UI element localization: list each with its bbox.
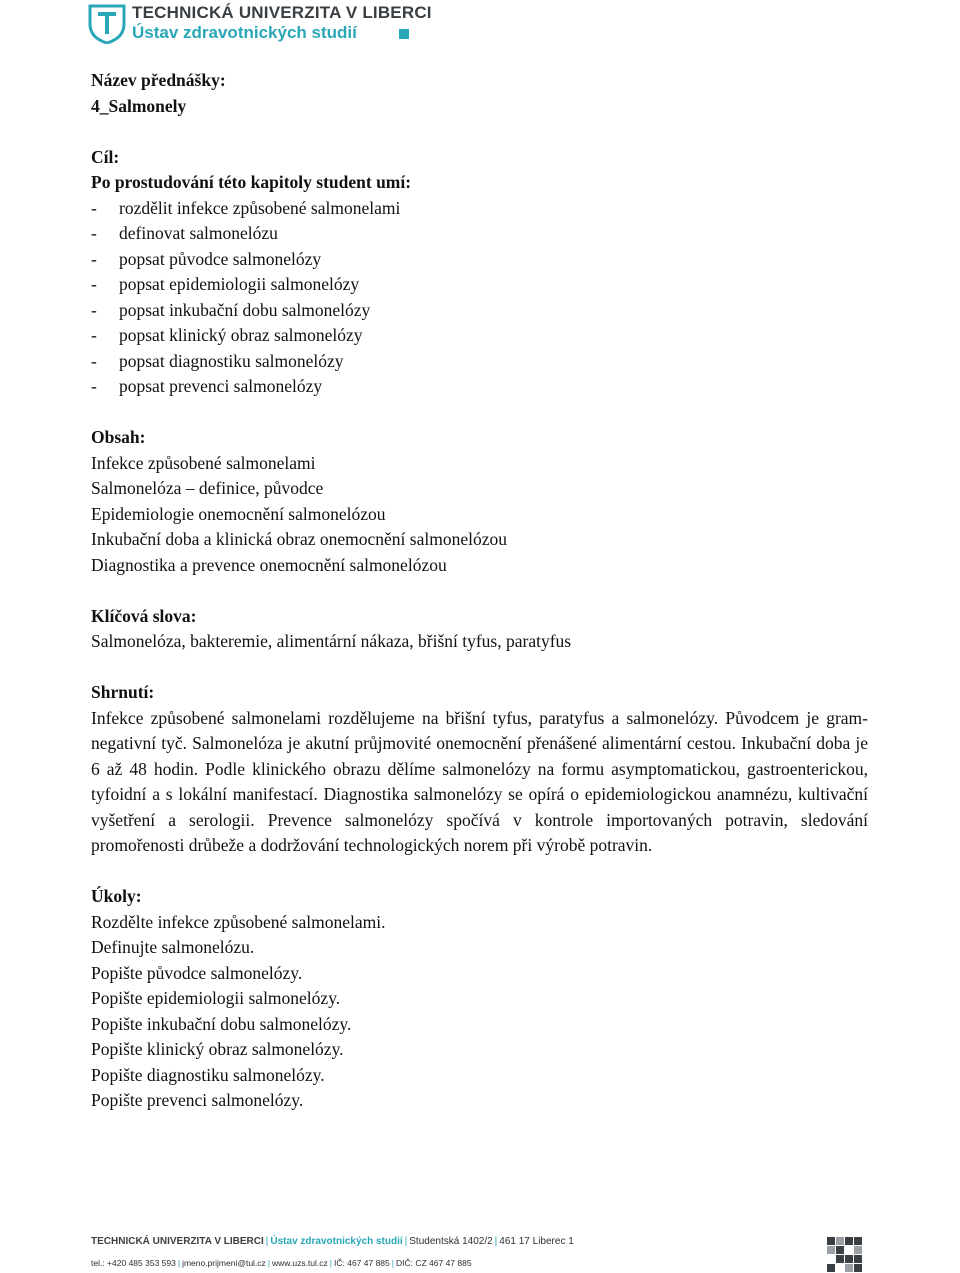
contents-item: Salmonelóza – definice, původce — [91, 478, 324, 498]
page-header — [88, 2, 432, 44]
summary-section — [91, 680, 868, 859]
footer-grid-logo-icon — [827, 1237, 863, 1273]
header-institute-name: Ústav zdravotnických studií — [132, 23, 357, 42]
summary-label: Shrnutí: — [91, 682, 155, 702]
task-item: Popište prevenci salmonelózy. — [91, 1090, 304, 1110]
header-university-name: TECHNICKÁ UNIVERZITA V LIBERCI — [132, 3, 432, 22]
footer-institute: Ústav zdravotnických studií — [270, 1236, 403, 1247]
footer-phone: tel.: +420 485 353 593 — [91, 1258, 176, 1268]
contents-section — [91, 425, 868, 578]
footer-street: Studentská 1402/2 — [409, 1236, 493, 1247]
lecture-title: 4_Salmonely — [91, 95, 187, 116]
brand-square — [399, 29, 409, 39]
task-item: Popište inkubační dobu salmonelózy. — [91, 1013, 352, 1034]
page-footer — [91, 1232, 960, 1273]
goal-item: - popsat původce salmonelózy — [91, 248, 322, 269]
footer-address-line: TECHNICKÁ UNIVERZITA V LIBERCI | Ústav zdravotnických studií | Studentská 1402/2 | 461 17 Liberec 1 — [91, 1236, 574, 1247]
footer-city: 461 17 Liberec 1 — [499, 1236, 574, 1247]
goal-item: - popsat diagnostiku salmonelózy — [91, 350, 344, 371]
task-item: Popište diagnostiku salmonelózy. — [91, 1064, 325, 1085]
goal-item: - popsat epidemiologii salmonelózy — [91, 274, 360, 294]
keywords-text: Salmonelóza, bakteremie, alimentární nákaza, břišní tyfus, paratyfus — [91, 631, 572, 651]
footer-contact-line: tel.: +420 485 353 593 | jmeno.prijmeni@tul.cz | www.uzs.tul.cz | IČ: 467 47 885 | DIČ: CZ 467 47 885 — [91, 1258, 472, 1268]
contents-item: Infekce způsobené salmonelami — [91, 452, 316, 473]
task-item: Definujte salmonelózu. — [91, 937, 255, 957]
task-item: Popište klinický obraz salmonelózy. — [91, 1039, 344, 1059]
task-item: Popište původce salmonelózy. — [91, 962, 303, 983]
task-item: Rozdělte infekce způsobené salmonelami. — [91, 911, 386, 932]
footer-ic: IČ: 467 47 885 — [334, 1258, 390, 1268]
contents-item: Inkubační doba a klinická obraz onemocnění salmonelózou — [91, 529, 507, 549]
university-logo-icon — [88, 4, 126, 44]
goal-label: Cíl: — [91, 146, 120, 167]
tasks-label: Úkoly: — [91, 886, 142, 906]
footer-email[interactable]: jmeno.prijmeni@tul.cz — [182, 1258, 266, 1268]
contents-item: Epidemiologie onemocnění salmonelózou — [91, 503, 386, 524]
footer-university: TECHNICKÁ UNIVERZITA V LIBERCI — [91, 1236, 264, 1247]
footer-dic: DIČ: CZ 467 47 885 — [395, 1258, 472, 1268]
lecture-content — [91, 68, 868, 1114]
summary-text: Infekce způsobené salmonelami rozdělujeme na břišní tyfus, paratyfus a salmonelózy. Původcem je gram-negativní tyč. Salmonelóza je akutní průjmovité onemocnění přenášené alimentární cestou. Inkubační doba je 6 až 48 hodin. Podle klinického obrazu dělíme salmonelózy na formu asymptomatickou, gastroenterickou, tyfoidní a s lokální manifestací. Diagnostika salmonelózy se opírá o epidemiologickou anamnézu, kultivační vyšetření a serologii. Prevence salmonelózy spočívá v kontrole importovaných potravin, sledování promořenosti drůbeže a dodržování technologických norem při výrobě potravin. — [91, 707, 868, 855]
keywords-section — [91, 604, 868, 655]
title-section — [91, 68, 868, 119]
goal-section — [91, 145, 868, 400]
goal-item: - rozdělit infekce způsobené salmonelami — [91, 197, 401, 218]
task-item: Popište epidemiologii salmonelózy. — [91, 988, 341, 1008]
keywords-label: Klíčová slova: — [91, 605, 197, 626]
goal-item: - popsat inkubační dobu salmonelózy — [91, 299, 371, 320]
goal-item: - definovat salmonelózu — [91, 223, 278, 243]
goal-intro: Po prostudování této kapitoly student umí: — [91, 172, 412, 192]
tasks-section — [91, 884, 868, 1114]
goal-item: - popsat prevenci salmonelózy — [91, 376, 323, 396]
footer-web[interactable]: www.uzs.tul.cz — [272, 1258, 328, 1268]
contents-item: Diagnostika a prevence onemocnění salmonelózou — [91, 554, 447, 575]
title-label: Název přednášky: — [91, 70, 226, 90]
goal-item: - popsat klinický obraz salmonelózy — [91, 325, 363, 345]
contents-label: Obsah: — [91, 427, 146, 447]
